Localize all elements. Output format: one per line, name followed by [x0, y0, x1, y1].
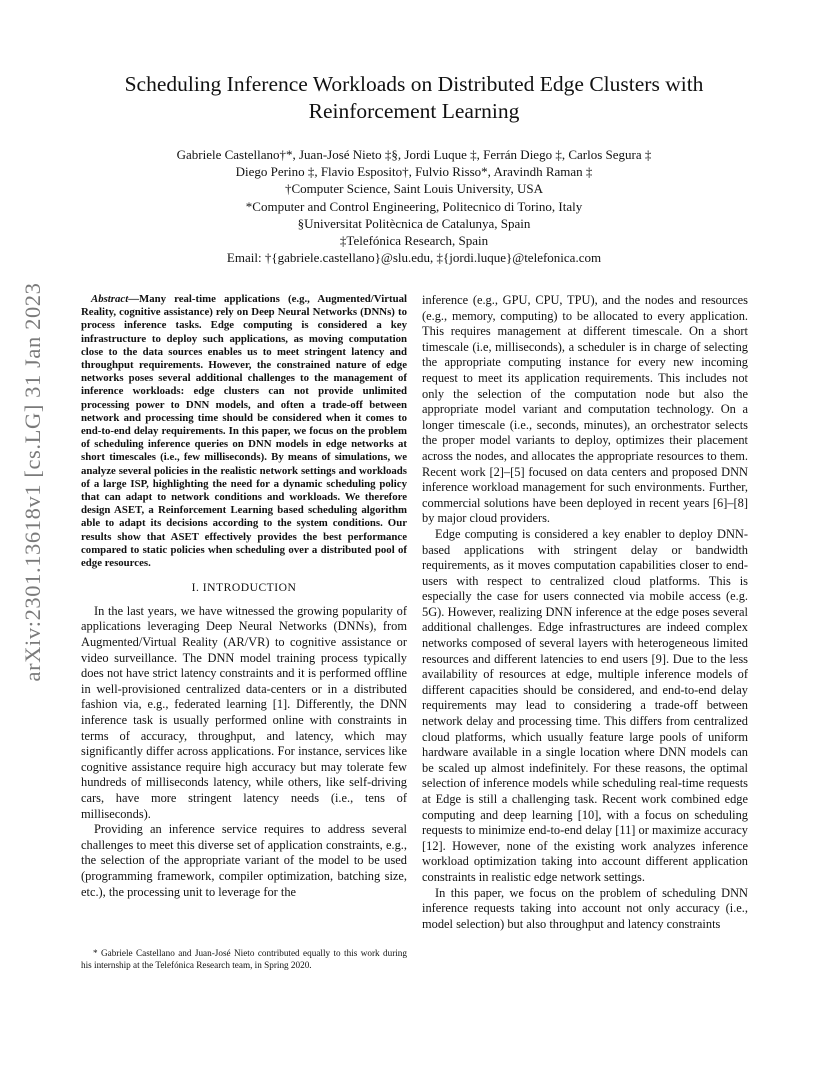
title-line-2: Reinforcement Learning — [308, 99, 520, 123]
body-paragraph: inference (e.g., GPU, CPU, TPU), and the nodes and resources (e.g., memory, computing) to be allocated to every application. This requires management at different timescale. On a short timescale (i.e, milliseconds), a scheduler is in charge of selecting the appropriate computing instance for every new incoming request to meet its application requirements. This includes not only the selection of the computation node but also the appropriate model variant and computation technology. On a longer timescale (i.e., seconds, minutes), an orchestrator selects the proper model variants to deploy, optimizes their placement across the nodes, and allocates the appropriate resources to them. Recent work [2]–[5] focused on data centers and proposed DNN inference workload management for such environments. Further, commercial solutions have been deployed in recent years [6]–[8] by major cloud providers. — [422, 293, 748, 526]
affiliation-line: ‡Telefónica Research, Spain — [339, 233, 489, 249]
affiliation-line: §Universitat Politècnica de Catalunya, Spain — [297, 215, 531, 231]
intro-paragraph: In the last years, we have witnessed the growing popularity of applications leveraging Deep Neural Networks (DNNs), from Augmented/Virtual Reality (AR/VR) to cognitive assistance or video surveillance. The DNN model training process typically does not have strict latency constraints and it is performed offline in well-provisioned centralized data-centers or in a distributed fashion via, e.g., federated learning [1]. Differently, the DNN inference task is usually performed online with constraints in terms of accuracy, throughput, and latency, which may significantly differ across applications. For instance, services like cognitive assistance require high accuracy but may tolerate few hundreds of milliseconds latency, while others, like self-driving cars, have more stringent latency needs (i.e., tens of milliseconds). — [81, 603, 407, 821]
section-heading: I. INTRODUCTION — [191, 581, 297, 595]
title-line-1: Scheduling Inference Workloads on Distributed Edge Clusters with — [124, 72, 704, 96]
left-column — [81, 293, 407, 900]
intro-paragraph: Providing an inference service requires to address several challenges to meet this diverse set of application constraints, e.g., the selection of the appropriate variant of the model to be used (programming framework, compiler optimization, batching size, etc.), the processing unit to leverage for the — [81, 822, 407, 899]
author-line: Gabriele Castellano†*, Juan-José Nieto ‡§, Jordi Luque ‡, Ferrán Diego ‡, Carlos Segura ‡ — [176, 147, 652, 162]
affiliation-line: †Computer Science, Saint Louis University, USA — [284, 181, 544, 197]
abstract-label: Abstract — [91, 293, 129, 305]
body-paragraph: In this paper, we focus on the problem of scheduling DNN inference requests taking into account not only accuracy (i.e., model selection) but also throughput and latency constraints — [422, 885, 748, 931]
body-paragraph: Edge computing is considered a key enabler to deploy DNN-based applications with stringent delay or bandwidth requirements, as it moves computation capabilities closer to end-users with respect to centralized cloud platforms. This is especially the case for users connected via mobile access (e.g. 5G). However, realizing DNN inference at the edge poses several additional challenges. Edge infrastructures are indeed complex networks composed of several layers with heterogeneous limited resources and different latencies to end users [9]. Due to the less availability of resources at edge, multiple inference models of different capacities should be considered, and end-to-end delay requirements may lead to considering a trade-off between network delay and processing time. This differs from centralized cloud platforms, which usually feature large pools of uniform hardware available in a single location where DNN models can be scaled up almost indefinitely. For these reasons, the optimal selection of inference models while scheduling real-time requests at Edge is still a challenging task. Recent work combined edge computing and deep learning [10], with a focus on scheduling requests to minimize end-to-end delay [11] or maximize accuracy [12]. However, none of the existing work analyzes inference workload optimization taking into account different application constraints in realistic edge network settings. — [422, 526, 748, 884]
email-line: Email: †{gabriele.castellano}@slu.edu, ‡{jordi.luque}@telefonica.com — [226, 250, 602, 266]
author-line: Diego Perino ‡, Flavio Esposito†, Fulvio Risso*, Aravindh Raman ‡ — [235, 164, 593, 180]
footnote: * Gabriele Castellano and Juan-José Nieto contributed equally to this work during his internship at the Telefónica Research team, in Spring 2020. — [81, 948, 407, 970]
paper-title — [60, 71, 768, 125]
arxiv-identifier: arXiv:2301.13618v1 [cs.LG] 31 Jan 2023 — [20, 282, 45, 682]
right-column — [422, 293, 748, 932]
abstract — [81, 293, 407, 570]
affiliation-line: *Computer and Control Engineering, Politecnico di Torino, Italy — [245, 198, 583, 214]
abstract-text: —Many real-time applications (e.g., Augmented/Virtual Reality, cognitive assistance) rely on Deep Neural Networks (DNNs) to process inference tasks. Edge computing is considered a key infrastructure to deploy such applications, as moving computation close to the data sources enables us to meet stringent latency and throughput requirements. However, the constrained nature of edge networks poses several additional challenges to the management of inference workloads: edge clusters can not provide unlimited processing power to DNN models, and often a trade-off between network and processing time should be considered when it comes to end-to-end delay requirements. In this paper, we focus on the problem of scheduling inference queries on DNN models in edge networks at short timescales (i.e., few milliseconds). By means of simulations, we analyze several policies in the realistic network settings and workloads of a large ISP, highlighting the need for a dynamic scheduling policy that can adapt to network conditions and workloads. We therefore design ASET, a Reinforcement Learning based scheduling algorithm able to adapt its decisions according to the system conditions. Our results show that ASET effectively provides the best performance compared to static policies when scheduling over a distributed pool of edge resources. — [81, 293, 407, 570]
author-block — [60, 146, 768, 266]
